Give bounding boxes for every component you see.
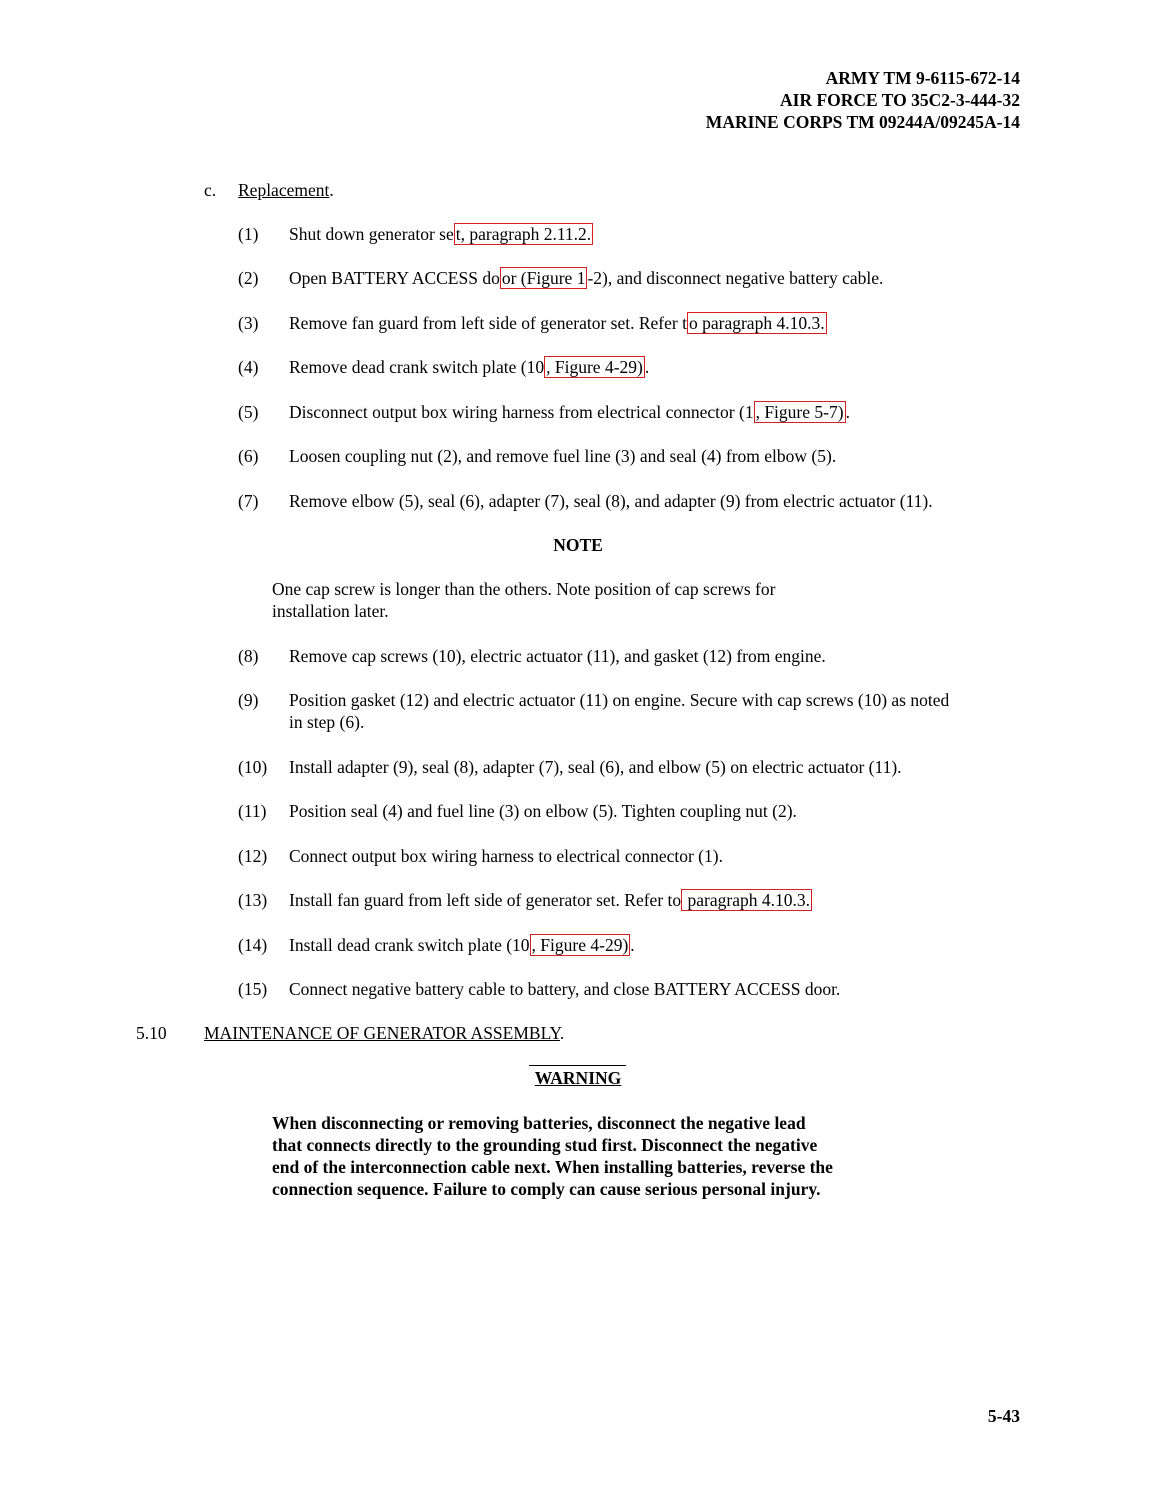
figure-link[interactable]: or (Figure 1 bbox=[501, 268, 586, 288]
step-text-pre: Install dead crank switch plate (10 bbox=[289, 935, 530, 955]
figure-link[interactable]: , Figure 5-7) bbox=[755, 402, 844, 422]
page-number: 5-43 bbox=[987, 1406, 1020, 1426]
step-number: (15) bbox=[238, 979, 268, 999]
section-number: 5.10 bbox=[136, 1023, 167, 1043]
step-number: (13) bbox=[238, 890, 268, 910]
step-text: Connect output box wiring harness to electrical connector (1). bbox=[289, 846, 723, 866]
step-number: (6) bbox=[238, 446, 259, 466]
warning-title-text: WARNING bbox=[534, 1068, 622, 1088]
paragraph-link[interactable]: paragraph 4.10.3. bbox=[683, 890, 810, 910]
header-air-force: AIR FORCE TO 35C2-3-444-32 bbox=[780, 90, 1020, 110]
step-text bbox=[289, 268, 883, 289]
step-text-continued: in step (6). bbox=[289, 712, 365, 732]
warning-rule bbox=[529, 1065, 626, 1066]
warning-line: end of the interconnection cable next. When installing batteries, reverse the bbox=[272, 1157, 833, 1177]
warning-line: that connects directly to the grounding stud first. Disconnect the negative bbox=[272, 1135, 818, 1155]
step-text-post: . bbox=[644, 357, 650, 377]
step-text bbox=[289, 402, 850, 423]
note-line: installation later. bbox=[272, 601, 389, 621]
step-number: (1) bbox=[238, 224, 259, 244]
step-text: Position gasket (12) and electric actuator (11) on engine. Secure with cap screws (10) as noted bbox=[289, 690, 950, 710]
step-number: (10) bbox=[238, 757, 268, 777]
step-text: Remove cap screws (10), electric actuator (11), and gasket (12) from engine. bbox=[289, 646, 826, 666]
step-number: (12) bbox=[238, 846, 268, 866]
step-number: (9) bbox=[238, 690, 259, 710]
step-text: Position seal (4) and fuel line (3) on elbow (5). Tighten coupling nut (2). bbox=[289, 801, 797, 821]
section-c-tail: . bbox=[329, 180, 334, 200]
warning-line: connection sequence. Failure to comply can cause serious personal injury. bbox=[272, 1179, 821, 1199]
step-text: Loosen coupling nut (2), and remove fuel line (3) and seal (4) from elbow (5). bbox=[289, 446, 837, 466]
step-text bbox=[289, 935, 635, 956]
warning-title bbox=[0, 1068, 1156, 1089]
section-c-title: Replacement bbox=[238, 180, 330, 200]
section-title: MAINTENANCE OF GENERATOR ASSEMBLY bbox=[204, 1023, 560, 1043]
step-number: (4) bbox=[238, 357, 259, 377]
warning-line: When disconnecting or removing batteries, disconnect the negative lead bbox=[272, 1113, 806, 1133]
step-text bbox=[289, 890, 812, 911]
step-text-post: . bbox=[630, 935, 635, 955]
step-number: (5) bbox=[238, 402, 259, 422]
step-text-pre: Disconnect output box wiring harness from electrical connector (1 bbox=[289, 402, 754, 422]
step-number: (3) bbox=[238, 313, 259, 333]
step-text-post: . bbox=[845, 402, 850, 422]
figure-link[interactable]: , Figure 4-29) bbox=[531, 935, 629, 955]
step-text-pre: Install fan guard from left side of generator set. Refer to bbox=[289, 890, 682, 910]
step-text bbox=[289, 313, 827, 334]
step-number: (7) bbox=[238, 491, 259, 511]
figure-link[interactable]: , Figure 4-29) bbox=[546, 357, 643, 377]
header-army: ARMY TM 9-6115-672-14 bbox=[825, 68, 1020, 88]
step-text-pre: Remove dead crank switch plate (10 bbox=[289, 357, 545, 377]
step-text-post: -2), and disconnect negative battery cable. bbox=[587, 268, 884, 288]
step-text bbox=[289, 357, 649, 378]
step-number: (8) bbox=[238, 646, 259, 666]
step-text-pre: Open BATTERY ACCESS do bbox=[289, 268, 500, 288]
section-c-letter: c. bbox=[204, 180, 217, 200]
step-text-pre: Shut down generator se bbox=[289, 224, 454, 244]
note-line: One cap screw is longer than the others. Note position of cap screws for bbox=[272, 579, 776, 599]
section-heading bbox=[204, 1023, 564, 1044]
step-number: (14) bbox=[238, 935, 268, 955]
header-marine-corps: MARINE CORPS TM 09244A/09245A-14 bbox=[705, 112, 1020, 132]
note-title: NOTE bbox=[553, 535, 603, 555]
step-text bbox=[289, 224, 593, 245]
step-text: Remove elbow (5), seal (6), adapter (7), seal (8), and adapter (9) from electric actuator (11). bbox=[289, 491, 933, 511]
paragraph-link[interactable]: t, paragraph 2.11.2. bbox=[455, 224, 592, 244]
step-text: Install adapter (9), seal (8), adapter (7), seal (6), and elbow (5) on electric actuator (11). bbox=[289, 757, 902, 777]
step-number: (2) bbox=[238, 268, 259, 288]
step-text-pre: Remove fan guard from left side of generator set. Refer t bbox=[289, 313, 687, 333]
step-text: Connect negative battery cable to battery, and close BATTERY ACCESS door. bbox=[289, 979, 841, 999]
step-number: (11) bbox=[238, 801, 267, 821]
section-c-heading bbox=[238, 180, 334, 201]
paragraph-link[interactable]: o paragraph 4.10.3. bbox=[688, 313, 825, 333]
section-title-tail: . bbox=[559, 1023, 565, 1043]
